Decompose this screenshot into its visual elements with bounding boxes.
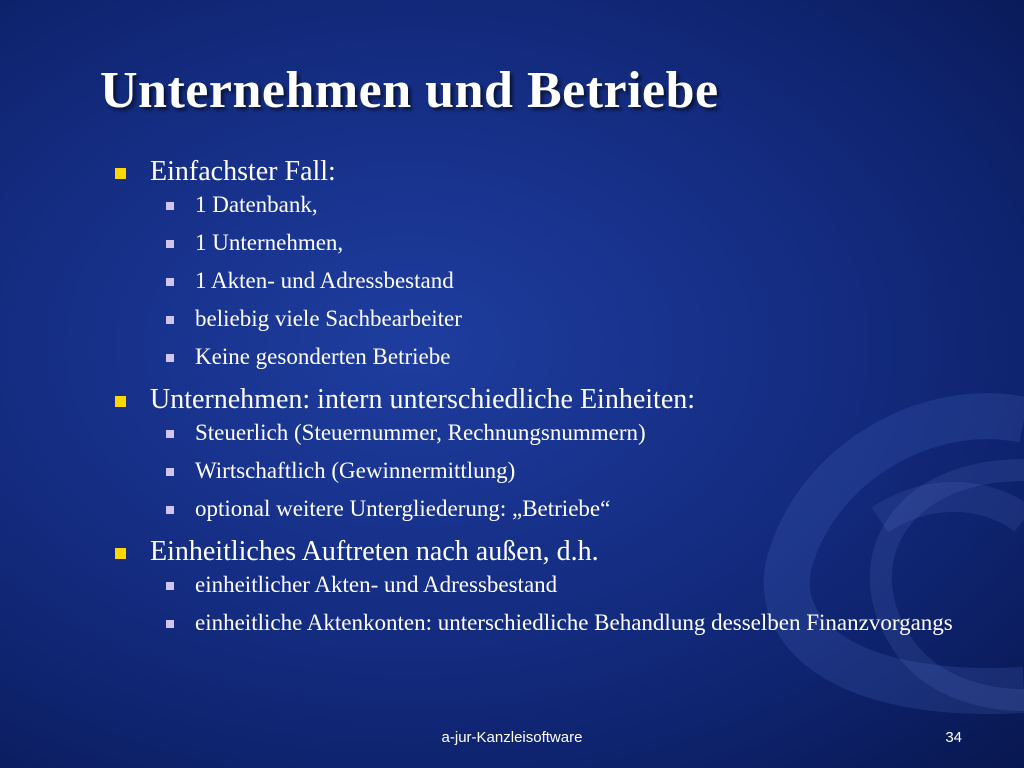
square-sub-bullet-icon	[166, 506, 174, 514]
square-sub-bullet-icon	[166, 202, 174, 210]
sub-bullet-text: 1 Unternehmen,	[195, 230, 344, 255]
sub-bullet-item	[150, 192, 972, 218]
sub-bullet-text: Steuerlich (Steuernummer, Rechnungsnummern)	[195, 420, 646, 445]
sub-bullet-text: optional weitere Untergliederung: „Betriebe“	[195, 496, 611, 521]
sub-bullet-item	[150, 344, 972, 370]
sub-bullet-text: beliebig viele Sachbearbeiter	[195, 306, 462, 331]
bullet-item	[112, 154, 972, 370]
page-number: 34	[945, 729, 962, 746]
sub-bullet-list	[150, 192, 972, 370]
bullet-text: Einfachster Fall:	[150, 156, 336, 187]
bullet-text: Einheitliches Auftreten nach außen, d.h.	[150, 536, 599, 567]
square-bullet-icon	[115, 396, 126, 407]
sub-bullet-item	[150, 306, 972, 332]
slide-title: Unternehmen und Betriebe	[100, 62, 719, 119]
square-sub-bullet-icon	[166, 620, 174, 628]
sub-bullet-item	[150, 458, 972, 484]
square-bullet-icon	[115, 168, 126, 179]
sub-bullet-item	[150, 230, 972, 256]
sub-bullet-text: einheitliche Aktenkonten: unterschiedliche Behandlung desselben Finanzvorgangs	[195, 610, 953, 635]
square-sub-bullet-icon	[166, 316, 174, 324]
sub-bullet-text: einheitlicher Akten- und Adressbestand	[195, 572, 558, 597]
square-bullet-icon	[115, 548, 126, 559]
bullet-list	[112, 154, 972, 648]
sub-bullet-list	[150, 420, 972, 522]
sub-bullet-text: Wirtschaftlich (Gewinnermittlung)	[195, 458, 516, 483]
sub-bullet-text: Keine gesonderten Betriebe	[195, 344, 451, 369]
sub-bullet-text: 1 Datenbank,	[195, 192, 318, 217]
square-sub-bullet-icon	[166, 582, 174, 590]
sub-bullet-item	[150, 420, 972, 446]
bullet-text: Unternehmen: intern unterschiedliche Einheiten:	[150, 384, 696, 415]
sub-bullet-item	[150, 572, 972, 598]
square-sub-bullet-icon	[166, 278, 174, 286]
square-sub-bullet-icon	[166, 240, 174, 248]
sub-bullet-item	[150, 268, 972, 294]
sub-bullet-item	[150, 496, 972, 522]
square-sub-bullet-icon	[166, 468, 174, 476]
sub-bullet-item	[150, 610, 972, 636]
footer-text: a-jur-Kanzleisoftware	[441, 729, 583, 746]
bullet-item	[112, 534, 972, 636]
sub-bullet-list	[150, 572, 972, 636]
bullet-item	[112, 382, 972, 522]
sub-bullet-text: 1 Akten- und Adressbestand	[195, 268, 454, 293]
square-sub-bullet-icon	[166, 354, 174, 362]
square-sub-bullet-icon	[166, 430, 174, 438]
